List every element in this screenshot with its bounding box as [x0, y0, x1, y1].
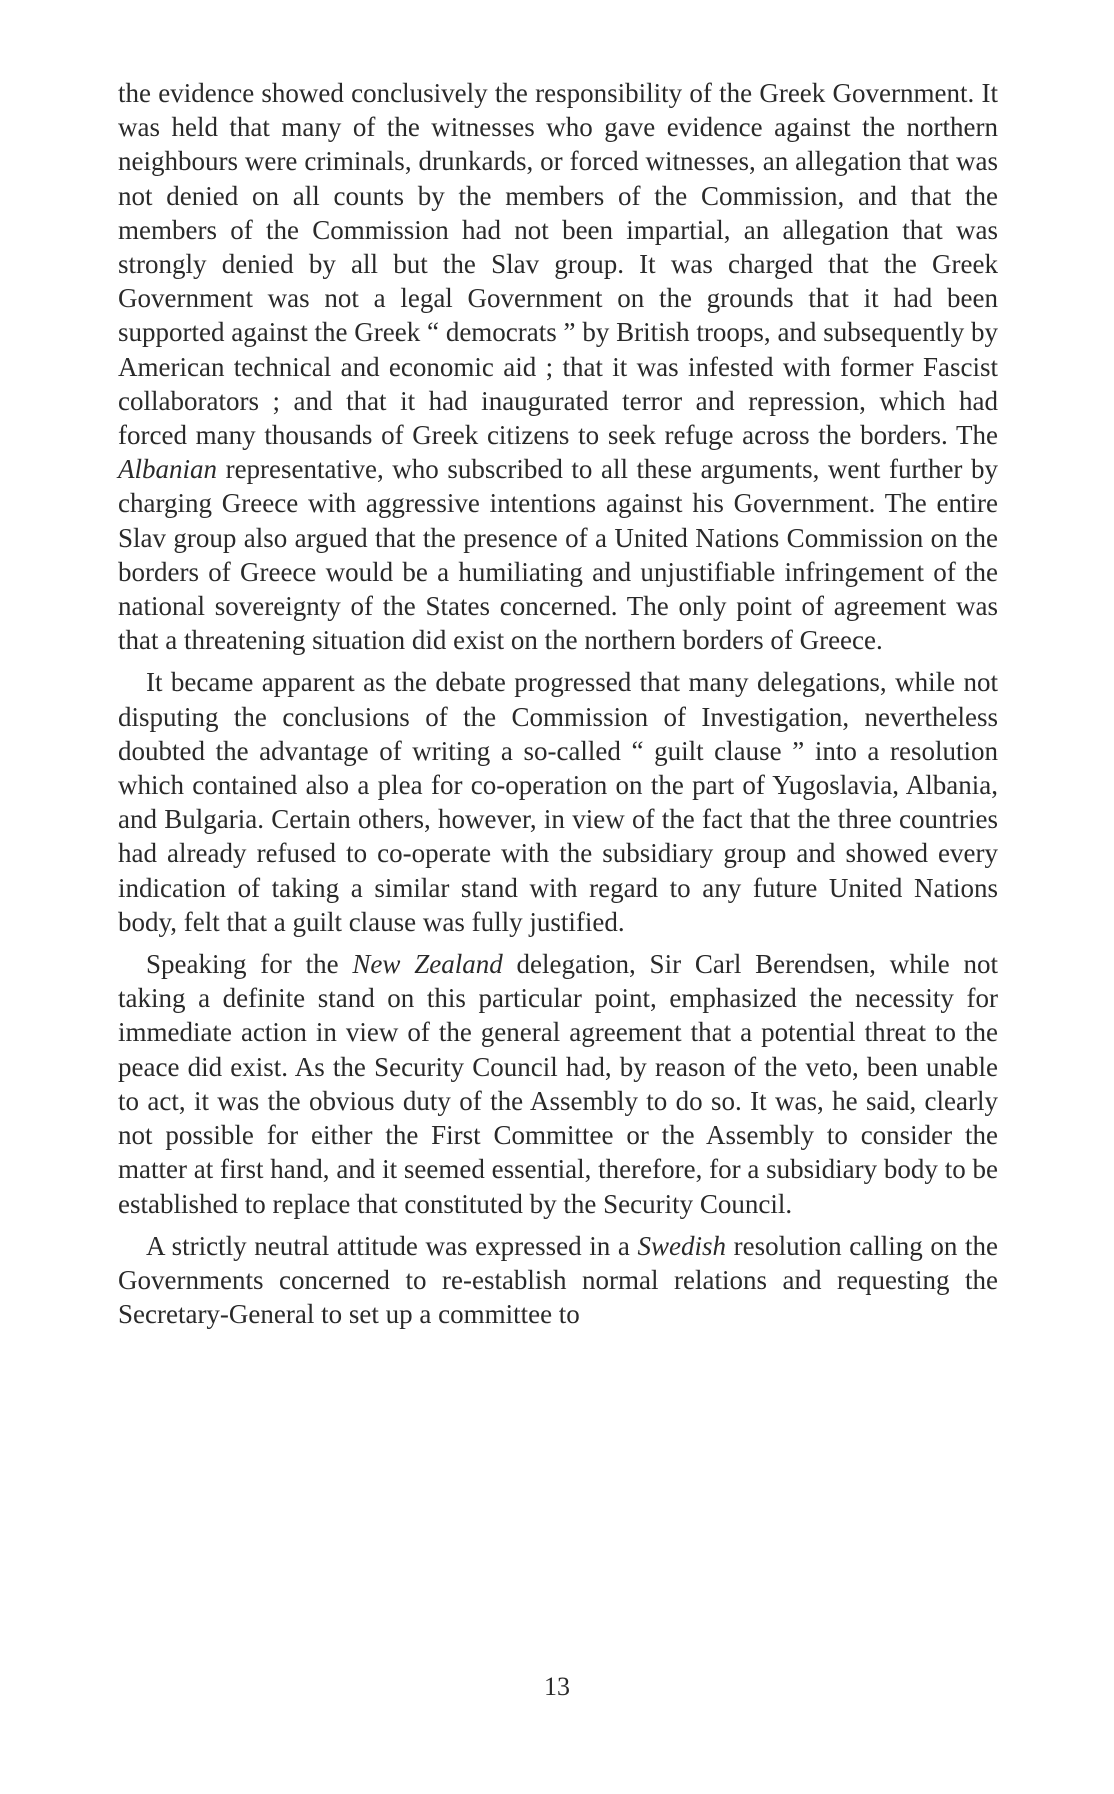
italic-segment: Swedish: [637, 1230, 726, 1261]
text-segment: resolution calling on the Governments concerned to re-establish normal relations and requesting the Secretary-General to set up a committee to: [118, 1230, 998, 1330]
page-number: 13: [544, 1672, 570, 1701]
italic-segment: Albanian: [118, 454, 217, 485]
paragraph-4: [118, 1229, 998, 1332]
text-segment: representative, who subscribed to all these arguments, went further by charging Greece with aggressive intentions against his Government. The entire Slav group also argued that the presence of a United Nations Commission on the borders of Greece would be a humiliating and unjustifiable infringement of the national sovereignty of the States concerned. The only point of agreement was that a threatening situation did exist on the northern borders of Greece.: [118, 454, 998, 656]
text-segment: A strictly neutral attitude was expressed in a: [146, 1230, 638, 1261]
italic-segment: New Zealand: [352, 949, 503, 980]
text-segment: delegation, Sir Carl Berendsen, while not taking a definite stand on this particular point, emphasized the necessity for immediate action in view of the general agreement that a potential threat to the peace did exist. As the Security Council had, by reason of the veto, been unable to act, it was the obvious duty of the Assembly to do so. It was, he said, clearly not possible for either the First Committee or the Assembly to consider the matter at first hand, and it seemed essential, therefore, for a subsidiary body to be established to replace that constituted by the Security Council.: [118, 949, 998, 1219]
paragraph-1: [118, 76, 998, 657]
text-segment: It became apparent as the debate progressed that many delegations, while not disputing the conclusions of the Commission of Investigation, nevertheless doubted the advantage of writing a so-called “ guilt clause ” into a resolution which contained also a plea for co-operation on the part of Yugoslavia, Albania, and Bulgaria. Certain others, however, in view of the fact that the three countries had already refused to co-operate with the subsidiary group and showed every indication of taking a similar stand with regard to any future United Nations body, felt that a guilt clause was fully justified.: [118, 667, 998, 937]
paragraph-2: [118, 665, 998, 939]
text-segment: Speaking for the: [146, 949, 353, 980]
page-body: [118, 76, 998, 1331]
text-segment: the evidence showed conclusively the responsibility of the Greek Government. It was held that many of the witnesses who gave evidence against the northern neighbours were criminals, drunkards, or forced witnesses, an allegation that was not denied on all counts by the members of the Commission, and that the members of the Commission had not been impartial, an allegation that was strongly denied by all but the Slav group. It was charged that the Greek Government was not a legal Government on the grounds that it had been supported against the Greek “ democrats ” by British troops, and subsequently by American technical and economic aid ; that it was infested with former Fascist collaborators ; and that it had inaugurated terror and repression, which had forced many thousands of Greek citizens to seek refuge across the borders. The: [118, 78, 998, 451]
paragraph-3: [118, 947, 998, 1221]
